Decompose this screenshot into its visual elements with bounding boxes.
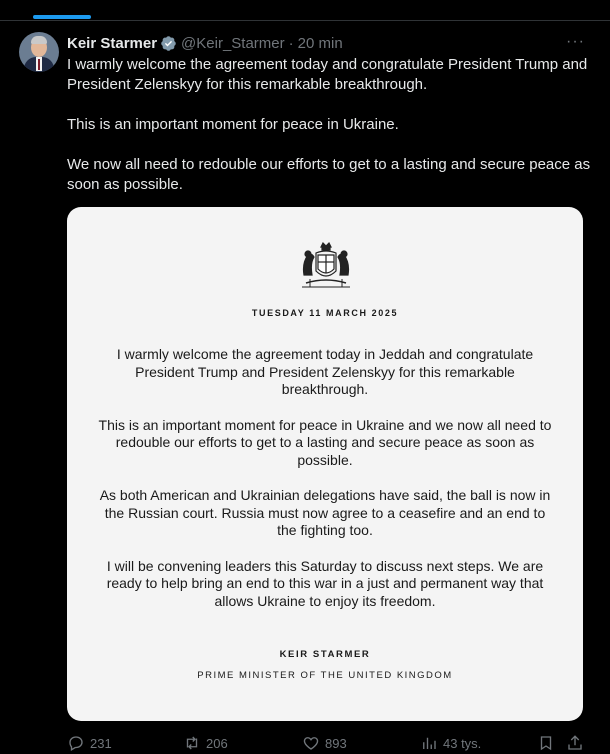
- views-chart-icon: [420, 734, 438, 752]
- separator-dot: ·: [288, 34, 294, 52]
- reply-button[interactable]: [67, 734, 112, 752]
- bookmark-button[interactable]: [537, 734, 560, 752]
- avatar-hair: [31, 36, 47, 44]
- verified-badge-icon: [160, 35, 177, 52]
- repost-icon: [183, 734, 201, 752]
- repost-button[interactable]: [183, 734, 228, 752]
- tweet-paragraph: I warmly welcome the agreement today and congratulate President Trump and President Zelenskyy for this remarkable breakthrough.: [67, 56, 588, 93]
- tweet[interactable]: [0, 21, 610, 751]
- avatar[interactable]: [19, 32, 59, 72]
- signature-title: PRIME MINISTER OF THE UNITED KINGDOM: [197, 670, 453, 681]
- share-button[interactable]: [566, 734, 589, 752]
- more-options-icon[interactable]: ···: [566, 33, 585, 50]
- statement-date: TUESDAY 11 MARCH 2025: [251, 308, 399, 318]
- like-button[interactable]: [302, 734, 347, 752]
- tweet-timestamp[interactable]: 20 min: [297, 34, 343, 52]
- bookmark-icon: [537, 734, 555, 752]
- statement-paragraph: I will be convening leaders this Saturday to discuss next steps. We are ready to help bring an end to this war in a just and permanent way that allows Ukraine to enjoy its freedom.: [106, 557, 544, 609]
- royal-coat-of-arms-icon: [296, 241, 356, 293]
- statement-paragraph: This is an important moment for peace in Ukraine and we now all need to redouble our efforts to get to a lasting and secure peace as soon as possible.: [98, 416, 552, 468]
- statement-paragraph: As both American and Ukrainian delegations have said, the ball is now in the Russian court. Russia must now agree to a ceasefire and an end to the fighting too.: [99, 487, 551, 538]
- statement-body: [97, 346, 553, 628]
- author-handle[interactable]: @Keir_Starmer: [181, 34, 285, 52]
- share-icon: [566, 734, 584, 752]
- tweet-paragraph: We now all need to redouble our efforts to get to a lasting and secure peace as soon as possible.: [67, 156, 591, 193]
- reply-count: 231: [90, 735, 112, 751]
- like-count: 893: [325, 735, 347, 751]
- repost-count: 206: [206, 735, 228, 751]
- statement-paragraph: I warmly welcome the agreement today in Jeddah and congratulate President Trump and President Zelenskyy for this remarkable breakthrough.: [116, 346, 534, 397]
- attached-statement-image[interactable]: [67, 207, 583, 721]
- active-tab-indicator: [33, 15, 91, 19]
- reply-icon: [67, 734, 85, 752]
- tweet-actions: [0, 734, 610, 754]
- views-button[interactable]: [420, 734, 481, 752]
- top-tab-bar: [0, 0, 610, 21]
- signature-name: KEIR STARMER: [279, 649, 371, 660]
- tweet-text: [67, 55, 595, 215]
- author-name[interactable]: Keir Starmer: [67, 34, 158, 52]
- tweet-header: [67, 33, 343, 53]
- view-count: 43 tys.: [443, 735, 482, 751]
- tweet-paragraph: This is an important moment for peace in Ukraine.: [67, 116, 399, 133]
- heart-icon: [302, 734, 320, 752]
- avatar-tie: [38, 59, 40, 70]
